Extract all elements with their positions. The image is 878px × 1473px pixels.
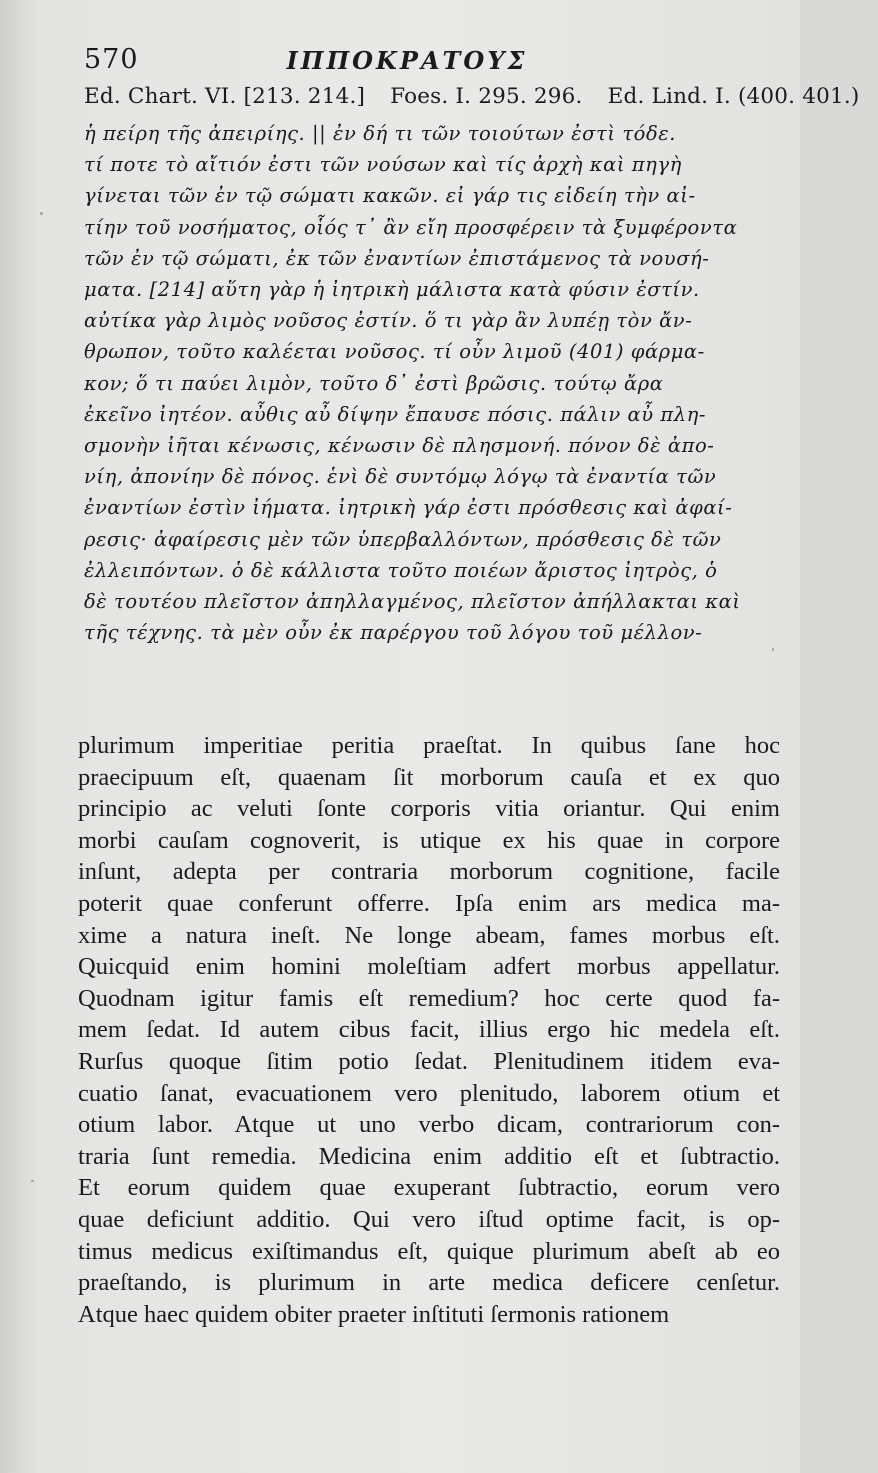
latin-line: Et eorum quidem quae exuperant ſubtractio, eorum vero [78, 1174, 780, 1202]
greek-line: ἡ πείρη τῆς ἀπειρίης. || ἐν δή τι τῶν τοιούτων ἐστὶ τόδε. [84, 122, 676, 145]
greek-line: ἐλλειπόντων. ὁ δὲ κάλλιστα τοῦτο ποιέων ἄριστος ἰητρὸς, ὁ [84, 558, 718, 582]
greek-line: ἐκεῖνο ἰητέον. αὖθις αὖ δίψην ἔπαυσε πόσις. πάλιν αὖ πλη- [84, 402, 707, 426]
greek-line: ρεσις· ἀφαίρεσις μὲν τῶν ὑπερβαλλόντων, πρόσθεσις δὲ τῶν [84, 527, 722, 551]
greek-line: νίη, ἀπονίην δὲ πόνος. ἑνὶ δὲ συντόμῳ λόγῳ τὰ ἐναντία τῶν [84, 465, 717, 489]
greek-line: τίην τοῦ νοσήματος, οἷός τ᾽ ἂν εἴη προσφέρειν τὰ ξυμφέροντα [84, 215, 738, 239]
greek-line: σμονὴν ἰῆται κένωσις, κένωσιν δὲ πλησμονή. πόνον δὲ ἀπο- [84, 434, 715, 458]
edition-ref-linden: Ed. Lind. I. (400. 401.) [607, 84, 860, 109]
latin-line: Quicquid enim homini moleſtiam adfert morbus appellatur. [78, 953, 780, 981]
latin-line: principio ac veluti ſonte corporis vitia oriantur. Qui enim [78, 795, 780, 823]
latin-line: otium labor. Atque ut uno verbo dicam, contrariorum con- [78, 1111, 780, 1139]
paper-speck [772, 648, 774, 651]
latin-line: morbi cauſam cognoverit, is utique ex his quae in corpore [78, 826, 780, 854]
latin-line: timus medicus exiſtimandus eſt, quique plurimum abeſt ab eo [78, 1237, 780, 1265]
latin-line: Atque haec quidem obiter praeter inſtituti ſermonis rationem [78, 1300, 670, 1328]
greek-line: αὐτίκα γὰρ λιμὸς νοῦσος ἐστίν. ὅ τι γὰρ ἂν λυπέῃ τὸν ἄν- [84, 309, 693, 333]
latin-line: poterit quae conferunt offerre. Ipſa enim ars medica ma- [78, 889, 780, 917]
page-number: 570 [84, 44, 139, 75]
edition-references [84, 84, 878, 109]
greek-line: τῆς τέχνης. τὰ μὲν οὖν ἐκ παρέργου τοῦ λόγου τοῦ μέλλον- [84, 621, 703, 645]
latin-line: praeſtando, is plurimum in arte medica deficere cenſetur. [78, 1269, 780, 1297]
latin-line: cuatio ſanat, evacuationem vero plenitudo, laborem otium et [78, 1079, 780, 1107]
paper-speck [40, 212, 43, 215]
latin-line: praecipuum eſt, quaenam ſit morborum cauſa et ex quo [78, 763, 780, 791]
running-title: ΙΠΠΟΚΡΑΤΟΥΣ [286, 46, 528, 75]
greek-line: δὲ τουτέου πλεῖστον ἀπηλλαγμένος, πλεῖστον ἀπήλλακται καὶ [84, 590, 741, 614]
latin-line: xime a natura ineſt. Ne longe abeam, fames morbus eſt. [78, 921, 780, 949]
greek-line: θρωπον, τοῦτο καλέεται νοῦσος. τί οὖν λιμοῦ (401) φάρμα- [84, 340, 705, 364]
greek-line: κον; ὅ τι παύει λιμὸν, τοῦτο δ᾽ ἐστὶ βρῶσις. τούτῳ ἄρα [84, 371, 664, 395]
latin-line: traria ſunt remedia. Medicina enim additio eſt et ſubtractio. [78, 1142, 780, 1170]
latin-line: quae deficiunt additio. Qui vero iſtud optime facit, is op- [78, 1205, 780, 1233]
edition-ref-foesius: Foes. I. 295. 296. [390, 84, 583, 109]
greek-text-block [84, 118, 774, 648]
greek-line: ἐναντίων ἐστὶν ἰήματα. ἰητρικὴ γάρ ἐστι πρόσθεσις καὶ ἀφαί- [84, 496, 733, 520]
greek-line: ματα. [214] αὕτη γὰρ ἡ ἰητρικὴ μάλιστα κατὰ φύσιν ἐστίν. [84, 278, 700, 302]
edition-ref-chartier: Ed. Chart. VI. [213. 214.] [84, 84, 366, 109]
latin-line: Quodnam igitur famis eſt remedium? hoc certe quod fa- [78, 984, 780, 1012]
greek-line: τῶν ἐν τῷ σώματι, ἐκ τῶν ἐναντίων ἐπιστάμενος τὰ νουσή- [84, 246, 710, 270]
paper-speck [31, 1180, 34, 1182]
page-header [84, 40, 730, 80]
latin-line: Rurſus quoque ſitim potio ſedat. Plenitudinem itidem eva- [78, 1047, 780, 1075]
latin-translation-block [78, 730, 780, 1330]
latin-line: plurimum imperitiae peritia praeſtat. In quibus ſane hoc [78, 732, 780, 759]
latin-line: inſunt, adepta per contraria morborum cognitione, facile [78, 858, 780, 886]
greek-line: τί ποτε τὸ αἴτιόν ἐστι τῶν νούσων καὶ τίς ἀρχὴ καὶ πηγὴ [84, 153, 682, 177]
latin-line: mem ſedat. Id autem cibus facit, illius ergo hic medela eſt. [78, 1016, 780, 1044]
greek-line: γίνεται τῶν ἐν τῷ σώματι κακῶν. εἰ γάρ τις εἰδείη τὴν αἰ- [84, 184, 696, 208]
